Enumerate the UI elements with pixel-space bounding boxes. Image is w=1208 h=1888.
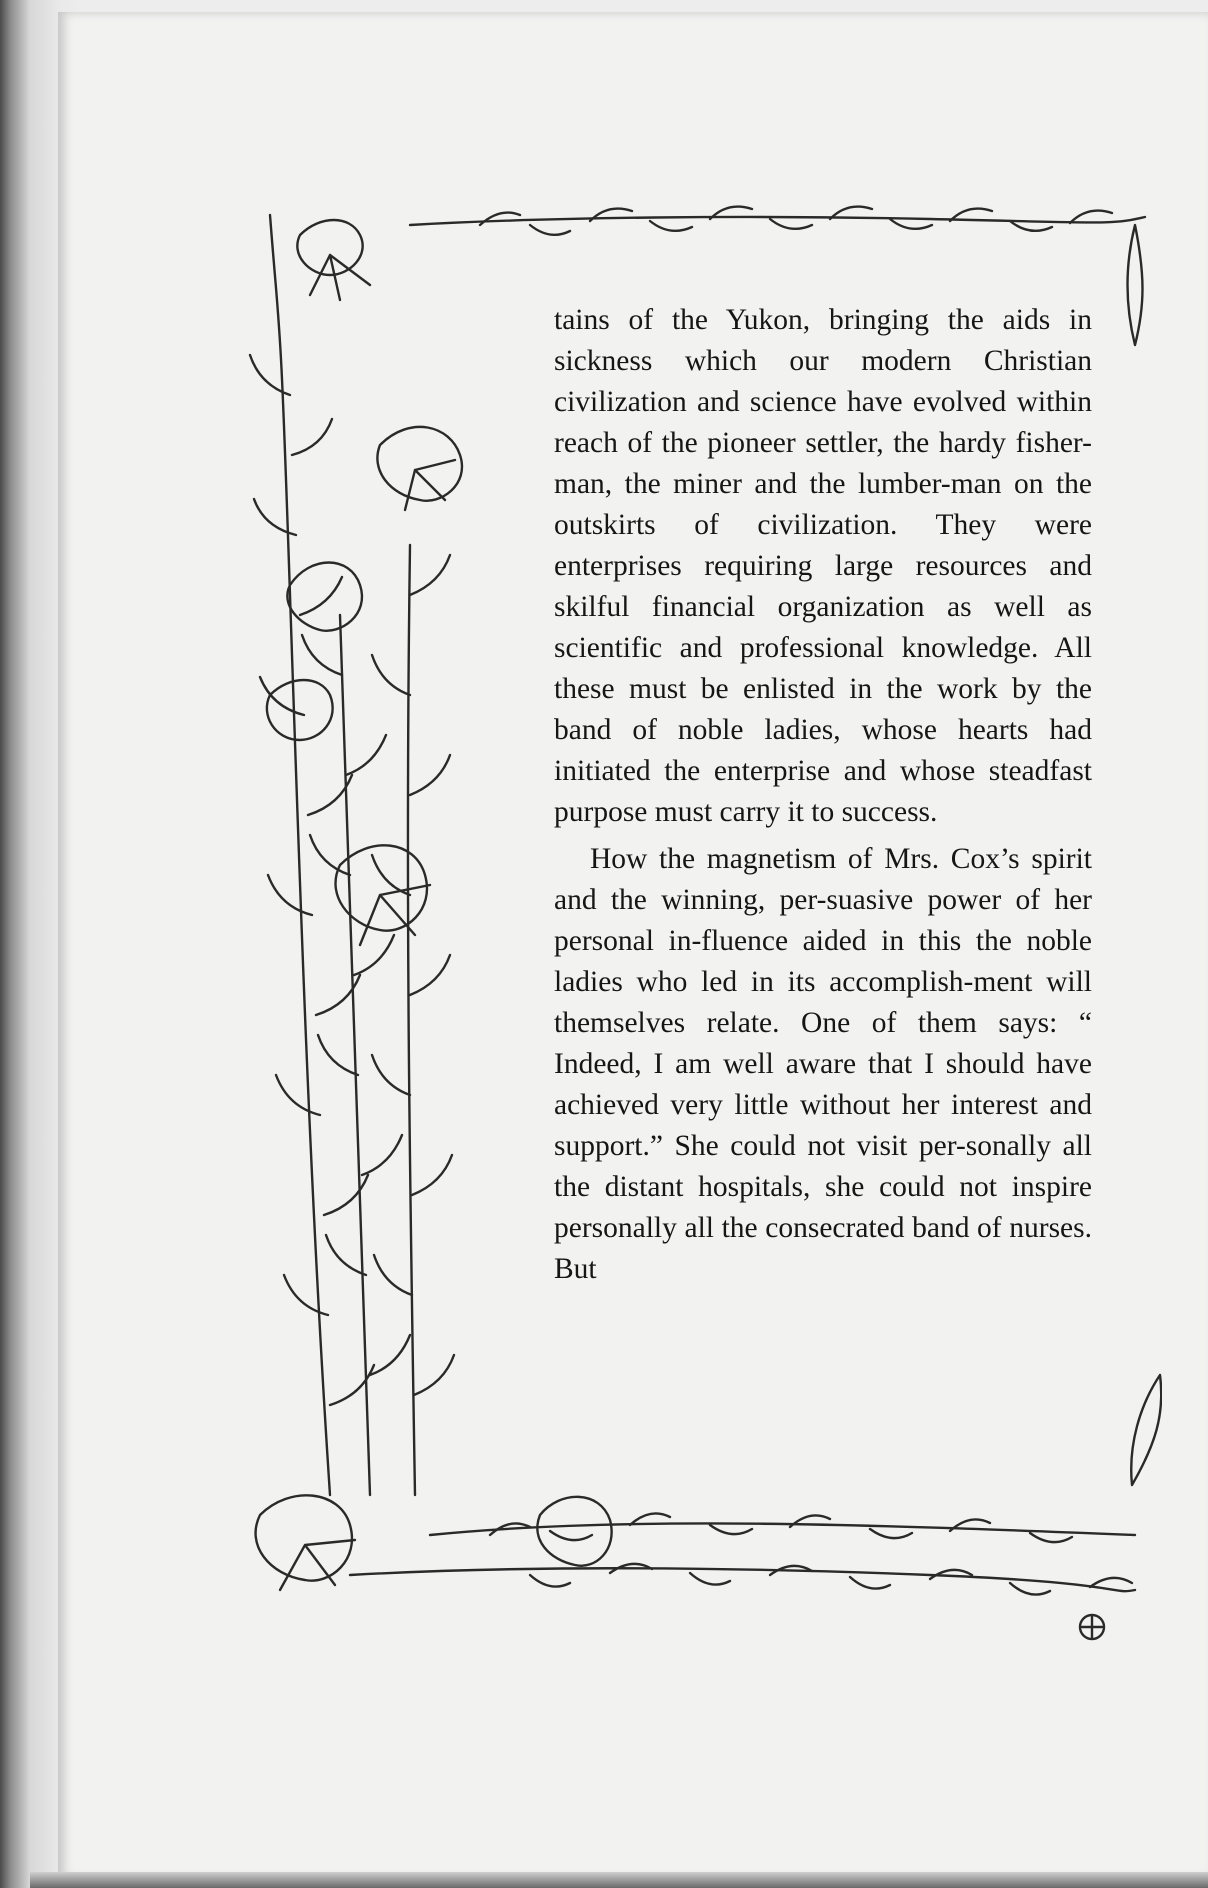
paragraph-2: How the magnetism of Mrs. Cox’s spirit and the winning, per-suasive power of her personal in-fluence aided in this the noble ladies who led in its accomplish-ment will themselves relate. One of them says: “ Indeed, I am well aware that I should have achieved very little without her interest and support.” She could not visit per-sonally all the distant hospitals, she could not inspire personally all the consecrated band of nurses. But: [554, 843, 1092, 1285]
paragraph-1: tains of the Yukon, bringing the aids in sickness which our modern Christian civilization and science have evolved within reach of the pioneer settler, the hardy fisher-man, the miner and the lumber-man on the outskirts of civilization. They were enterprises requiring large resources and skilful financial organization as well as scientific and professional knowledge. All these must be enlisted in the work by the band of noble ladies, whose hearts had initiated the enterprise and whose steadfast purpose must carry it to success.: [554, 304, 1092, 828]
page-bottom-edge: [30, 1872, 1208, 1888]
body-text: [554, 300, 1092, 1290]
